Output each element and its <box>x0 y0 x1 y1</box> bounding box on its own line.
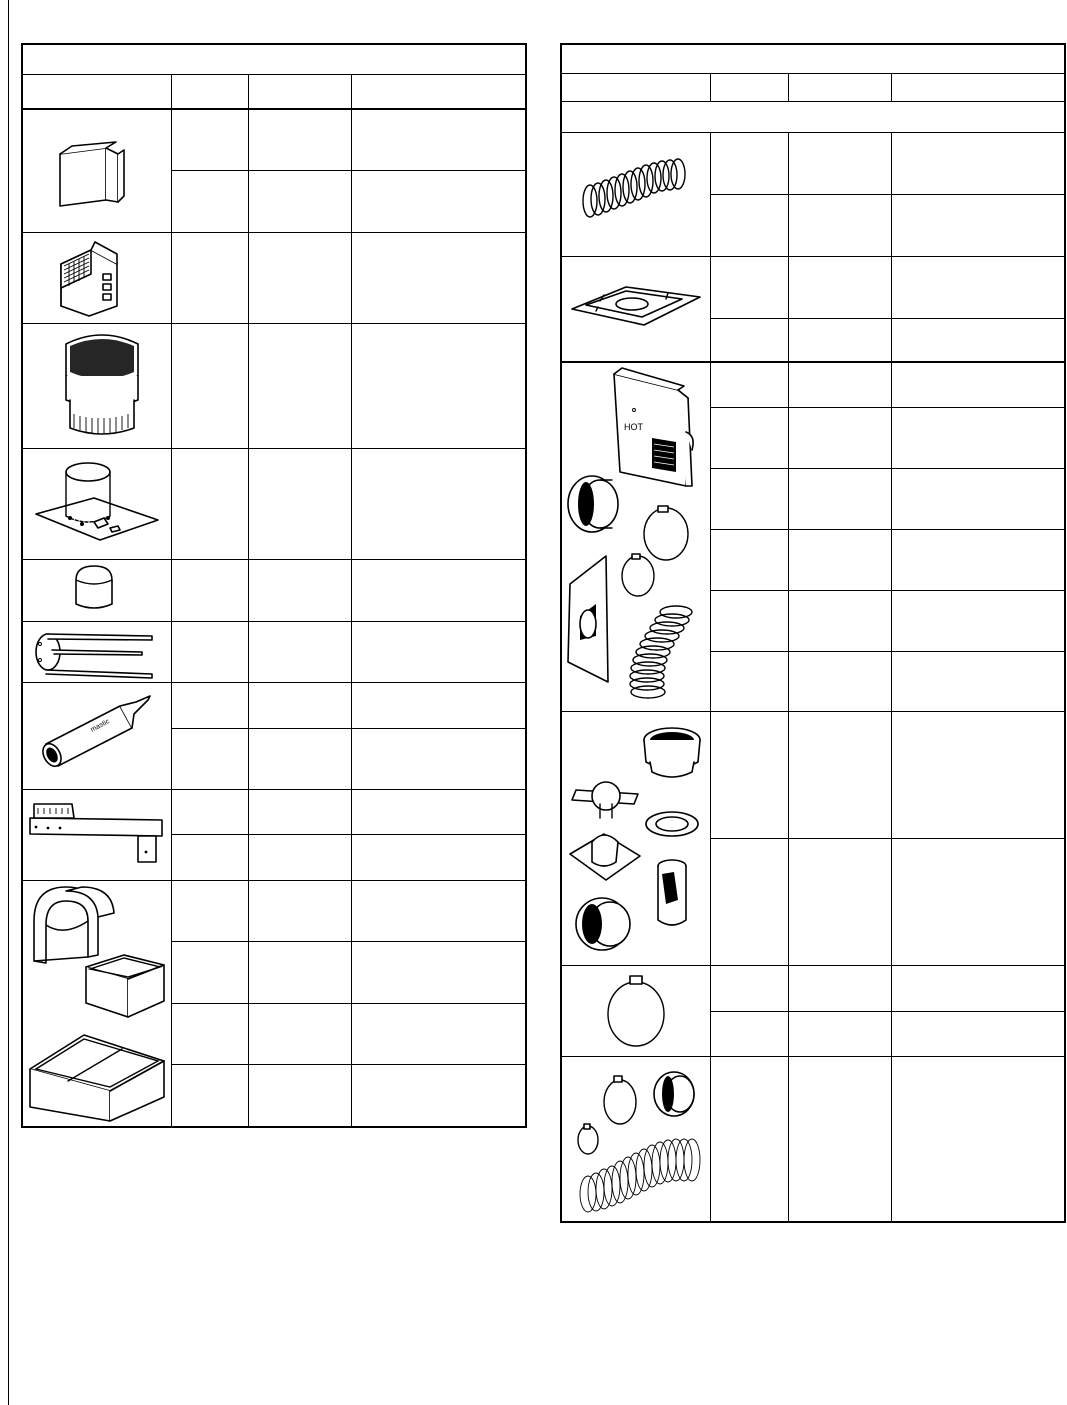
band-clamp-icon <box>604 974 668 1050</box>
column-rule <box>891 73 892 101</box>
column-rule <box>788 132 789 1223</box>
vertical-vent-kit-icon <box>566 724 706 954</box>
column-rule <box>710 73 711 101</box>
row-rule <box>560 965 1066 966</box>
header-rule <box>560 73 1066 74</box>
sub-row-rule <box>710 529 1066 530</box>
table-border <box>560 1221 1066 1223</box>
column-rule <box>788 73 789 101</box>
header-rule <box>560 132 1066 133</box>
header-rule <box>560 101 1066 102</box>
table-border <box>1064 43 1066 1223</box>
hot-label: HOT <box>624 422 643 432</box>
flex-pipe-icon <box>578 155 694 223</box>
column-rule <box>710 132 711 1223</box>
horizontal-vent-kit-icon <box>566 368 706 702</box>
flex-extension-kit-icon <box>576 1070 706 1214</box>
sub-row-rule <box>710 590 1066 591</box>
sub-row-rule <box>710 194 1066 195</box>
sub-row-rule <box>710 468 1066 469</box>
ceiling-plate-icon <box>570 275 702 331</box>
sub-row-rule <box>710 407 1066 408</box>
table-border <box>560 43 562 1223</box>
table-border <box>560 43 1066 45</box>
row-rule <box>560 711 1066 712</box>
sub-row-rule <box>710 651 1066 652</box>
column-rule <box>891 132 892 1223</box>
row-rule <box>560 1056 1066 1057</box>
sub-row-rule <box>710 318 1066 319</box>
sub-row-rule <box>710 838 1066 839</box>
svg-text:mastic: mastic <box>89 718 111 734</box>
row-rule <box>560 256 1066 257</box>
sub-row-rule <box>710 1011 1066 1012</box>
row-rule <box>560 361 1066 363</box>
